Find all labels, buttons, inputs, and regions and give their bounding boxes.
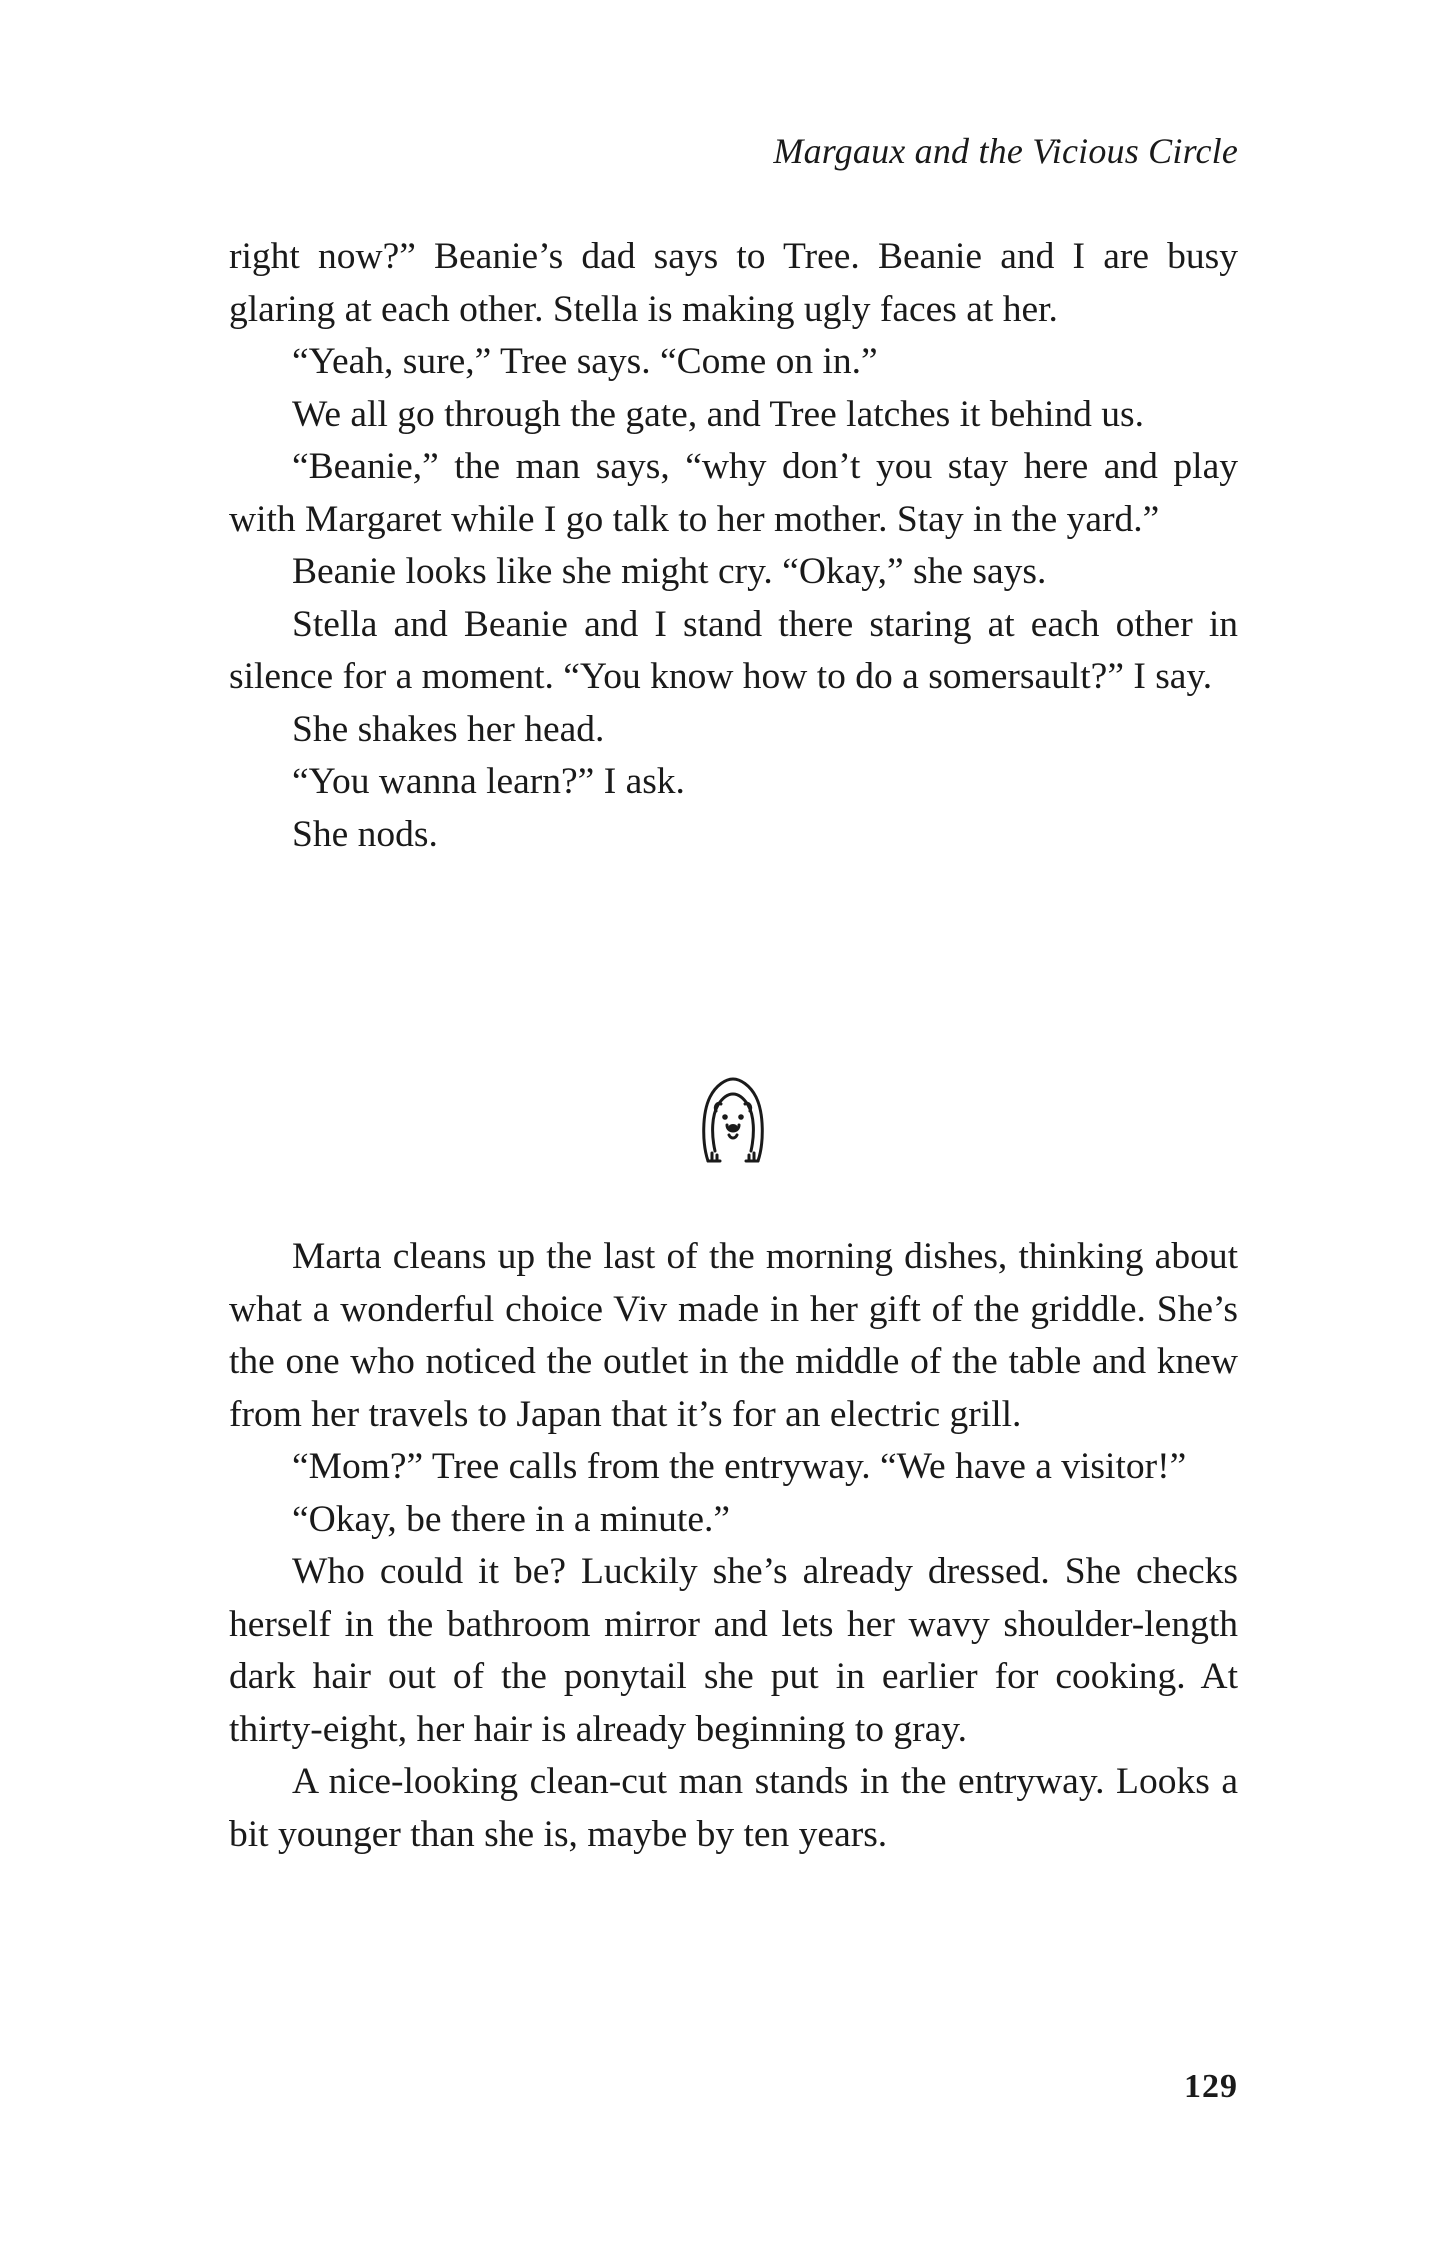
- paragraph: She shakes her head.: [292, 708, 605, 750]
- section-1-text: [229, 231, 1238, 861]
- paragraph: “You wanna learn?” I ask.: [292, 761, 685, 802]
- running-head: Margaux and the Vicious Circle: [773, 131, 1238, 171]
- paragraph: Stella and Beanie and I stand there staring at each other in silence for a moment. “You know how to do a somersault?” I say.: [229, 603, 1238, 697]
- paragraph: “Okay, be there in a minute.”: [292, 1498, 731, 1540]
- paragraph: Beanie looks like she might cry. “Okay,” she says.: [292, 551, 1047, 592]
- paragraph: She nods.: [292, 813, 438, 855]
- paragraph: A nice-looking clean-cut man stands in the entryway. Looks a bit younger than she is, maybe by ten years.: [229, 1761, 1238, 1855]
- paragraph: Who could it be? Luckily she’s already dressed. She checks herself in the bathroom mirror and lets her wavy shoulder-length dark hair out of the ponytail she put in earlier for cooking. At thirty-eight, her hair is already beginning to gray.: [229, 1551, 1238, 1750]
- paragraph: “Beanie,” the man says, “why don’t you stay here and play with Margaret while I go talk to her mother. Stay in the yard.”: [229, 446, 1238, 540]
- section-2-text: [229, 1231, 1238, 1861]
- page-number: 129: [1184, 2068, 1238, 2105]
- paragraph: We all go through the gate, and Tree latches it behind us.: [292, 393, 1145, 435]
- paragraph: right now?” Beanie’s dad says to Tree. Beanie and I are busy glaring at each other. Stella is making ugly faces at her.: [229, 236, 1238, 330]
- bear-face-icon: [698, 1073, 768, 1169]
- paragraph: “Mom?” Tree calls from the entryway. “We have a visitor!”: [292, 1446, 1187, 1487]
- paragraph: “Yeah, sure,” Tree says. “Come on in.”: [292, 341, 878, 382]
- paragraph: Marta cleans up the last of the morning dishes, thinking about what a wonderful choice Viv made in her gift of the griddle. She’s the one who noticed the outlet in the middle of the table and knew from her travels to Japan that it’s for an electric grill.: [229, 1236, 1238, 1435]
